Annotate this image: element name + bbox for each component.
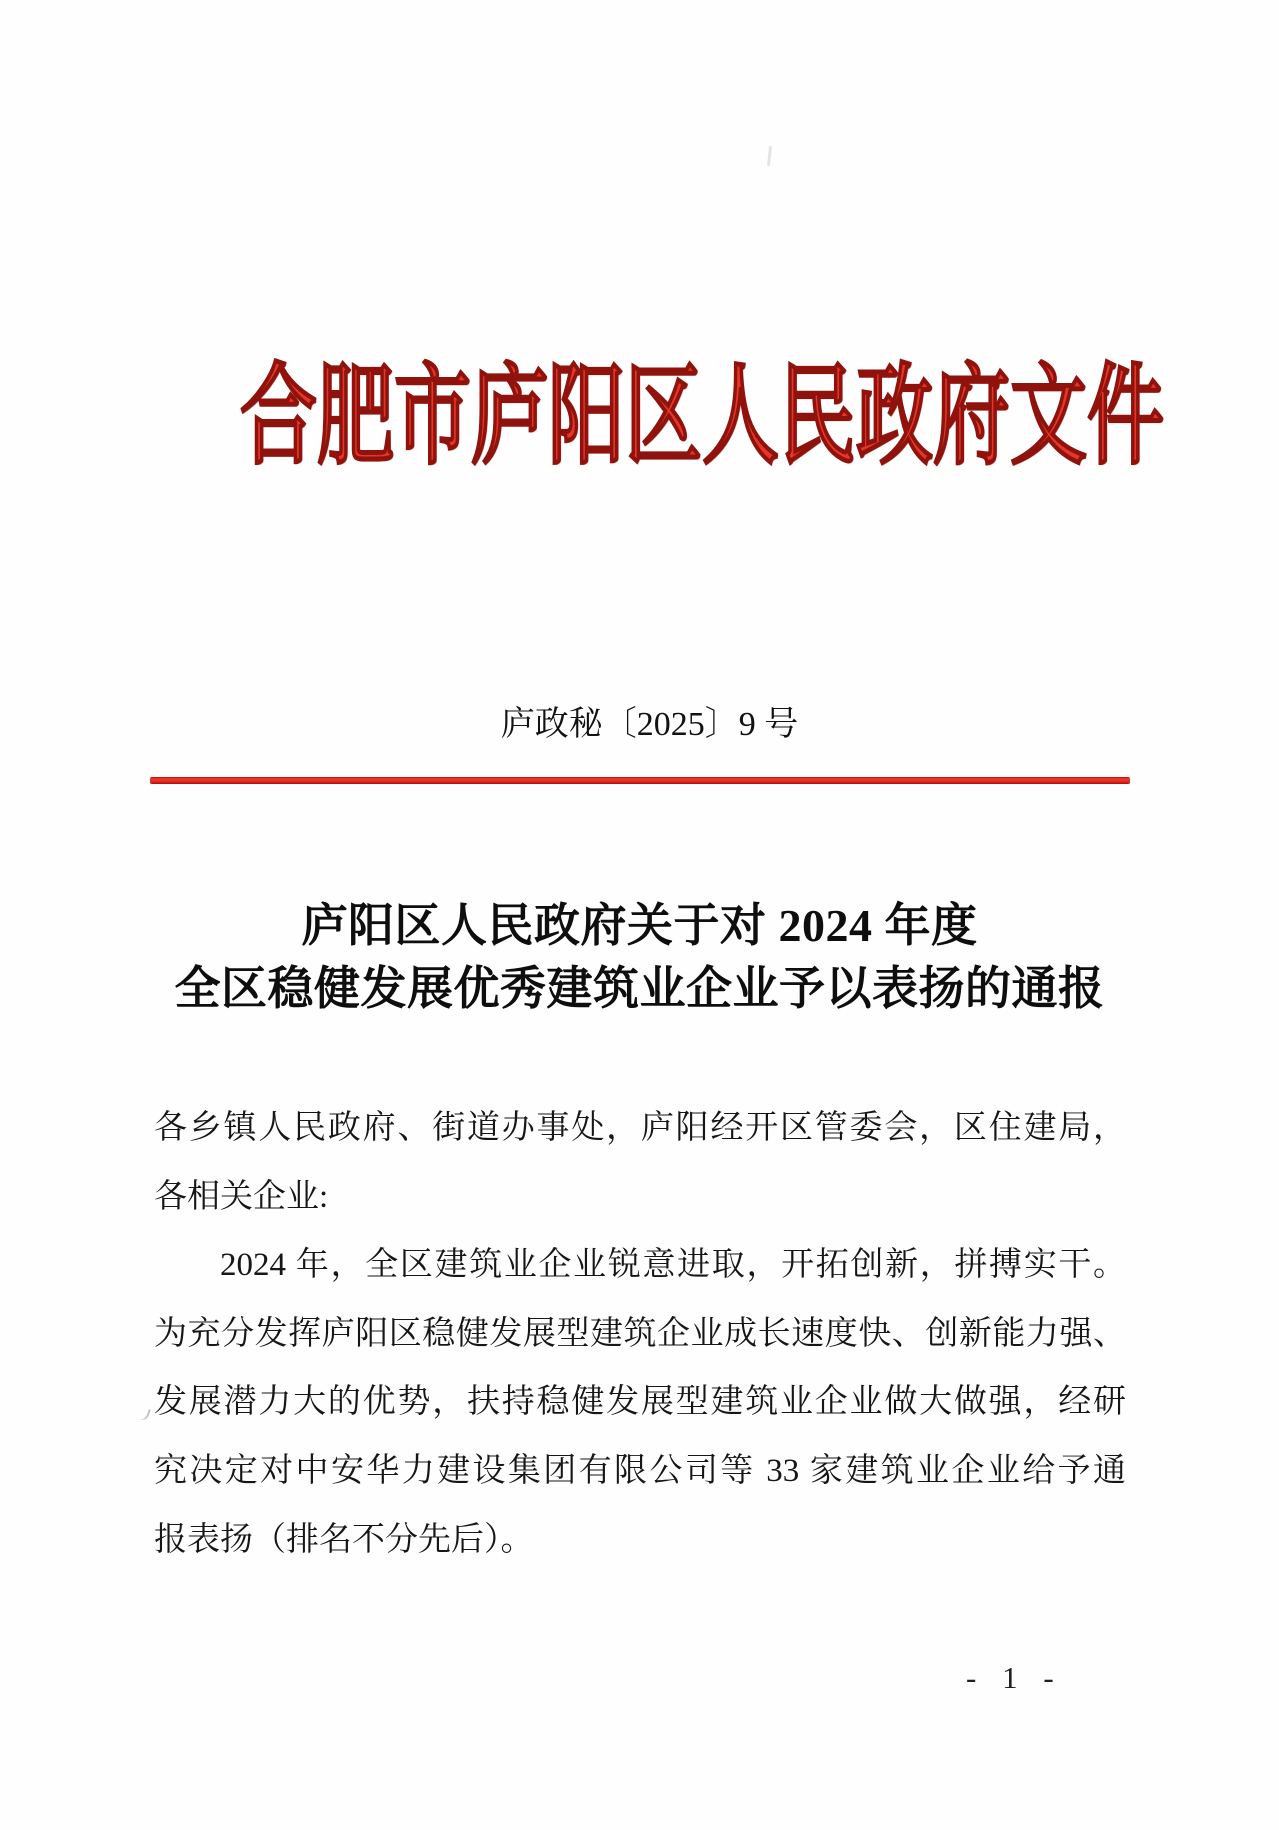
body-line: 2024 年，全区建筑业企业锐意进取，开拓创新，拼搏实干。 bbox=[220, 1247, 1126, 1284]
body-line: 各乡镇人民政府、街道办事处，庐阳经开区管委会，区住建局， bbox=[154, 1110, 1126, 1146]
scan-artifact-mark bbox=[767, 146, 772, 166]
body-line: 究决定对中安华力建设集团有限公司等 33 家建筑业企业给予通 bbox=[154, 1452, 1126, 1489]
letterhead-title bbox=[0, 357, 1279, 510]
notice-title-line-2: 全区稳健发展优秀建筑业企业予以表扬的通报 bbox=[174, 963, 1105, 1014]
body-line: 各相关企业: bbox=[154, 1178, 329, 1215]
red-separator-rule bbox=[150, 777, 1130, 784]
body-line: 发展潜力大的优势，扶持稳健发展型建筑业企业做大做强，经研 bbox=[154, 1384, 1126, 1421]
page-number: - 1 - bbox=[966, 1660, 1063, 1695]
notice-body bbox=[154, 1094, 1126, 1574]
body-line: 为充分发挥庐阳区稳健发展型建筑企业成长速度快、创新能力强、 bbox=[154, 1315, 1126, 1352]
notice-title-line-1: 庐阳区人民政府关于对 2024 年度 bbox=[301, 900, 978, 951]
scan-artifact-mark bbox=[138, 1407, 151, 1422]
document-number: 庐政秘〔2025〕9 号 bbox=[500, 706, 799, 743]
notice-title bbox=[0, 894, 1279, 1020]
letterhead-title-text: 合肥市庐阳区人民政府文件 bbox=[240, 356, 1164, 478]
body-line: 报表扬（排名不分先后）。 bbox=[154, 1521, 534, 1558]
